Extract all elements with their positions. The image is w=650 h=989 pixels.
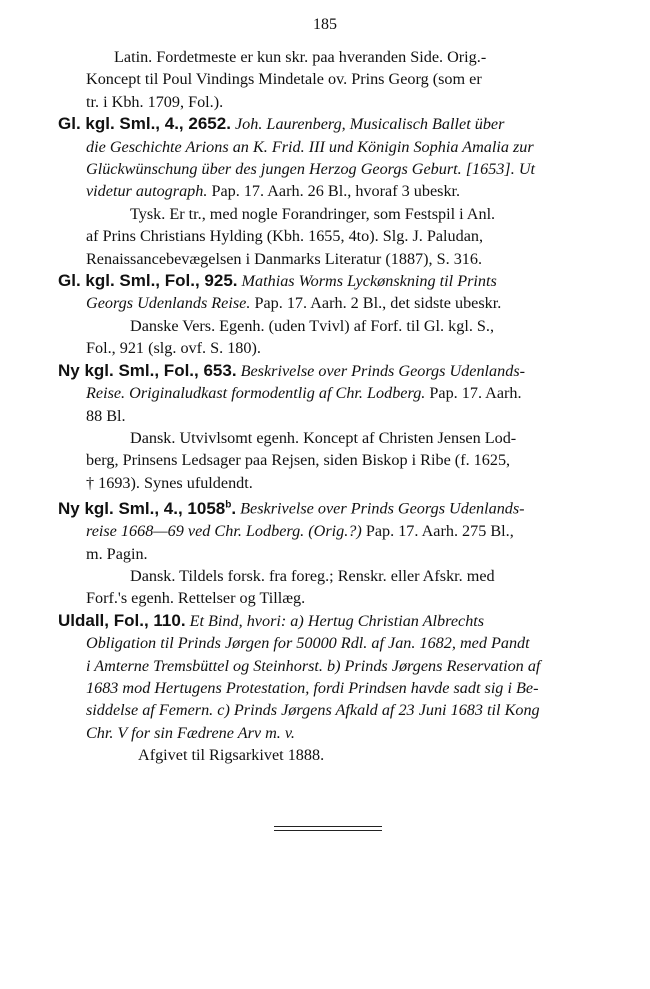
catalog-entry [58, 113, 590, 270]
entry-note: † 1693). Synes ufuldendt. [86, 473, 253, 492]
entry-physical: 88 Bl. [86, 406, 126, 425]
shelfmark: Ny kgl. Sml., 4., 1058$^b$. [58, 498, 237, 518]
entry-physical: Pap. 17. Aarh. 26 Bl., hvoraf 3 ubeskr. [207, 182, 461, 201]
shelfmark: Gl. kgl. Sml., Fol., 925. [58, 271, 238, 291]
entry-title: Mathias Worms Lyckønskning til Prints [241, 272, 497, 291]
shelfmark: Uldall, Fol., 110. [58, 610, 186, 630]
entry-title: Obligation til Prinds Jørgen for 50000 Rdl. af Jan. 1682, med Pandt [86, 634, 530, 653]
page-number: 185 [313, 16, 337, 33]
end-rule [274, 826, 382, 831]
entry-note: Danske Vers. Egenh. (uden Tvivl) af Forf. til Gl. kgl. S., [130, 316, 495, 335]
entry-note: Dansk. Utvivlsomt egenh. Koncept af Christen Jensen Lod- [130, 428, 517, 447]
catalog-entry [58, 360, 590, 494]
entry-note: Dansk. Tildels forsk. fra foreg.; Renskr. eller Afskr. med [130, 567, 495, 585]
shelfmark: Ny kgl. Sml., Fol., 653. [58, 360, 237, 380]
entry-note: Forf.'s egenh. Rettelser og Tillæg. [86, 589, 306, 608]
entry-title: 1683 mod Hertugens Protestation, fordi Prindsen havde sadt sig i Be- [86, 679, 539, 698]
entry-note: af Prins Christians Hylding (Kbh. 1655, 4to). Slg. J. Paludan, [86, 227, 484, 246]
entry-physical: Pap. 17. Aarh. 275 Bl., [361, 522, 514, 541]
entry-note: Renaissancebevægelsen i Danmarks Literatur (1887), S. 316. [86, 249, 483, 268]
entry-note: Afgivet til Rigsarkivet 1888. [138, 746, 325, 765]
intro-paragraph [58, 46, 590, 113]
entry-title: Reise. Originaludkast formodentlig af Chr. Lodberg. [86, 384, 426, 403]
shelfmark: Gl. kgl. Sml., 4., 2652. [58, 114, 231, 134]
intro-line: Koncept til Poul Vindings Mindetale ov. Prins Georg (som er [86, 70, 482, 89]
entry-title: Et Bind, hvori: a) Hertug Christian Albrechts [189, 611, 485, 630]
catalog-entry [58, 270, 590, 360]
entry-title: i Amterne Tremsbüttel og Steinhorst. b) Prinds Jørgens Reservation af [86, 656, 541, 675]
page-body [58, 46, 590, 767]
entry-title: Beskrivelse over Prinds Georgs Udenlands- [240, 499, 525, 518]
catalog-entry [58, 610, 590, 767]
entry-physical: Pap. 17. Aarh. [425, 384, 522, 403]
intro-line: tr. i Kbh. 1709, Fol.). [86, 92, 224, 111]
entry-title: videtur autograph. [86, 182, 208, 201]
entry-note: berg, Prinsens Ledsager paa Rejsen, siden Biskop i Ribe (f. 1625, [86, 451, 511, 470]
entry-title: Georgs Udenlands Reise. [86, 294, 251, 313]
entry-physical: Pap. 17. Aarh. 2 Bl., det sidste ubeskr. [250, 294, 502, 313]
entry-title: Beskrivelse over Prinds Georgs Udenlands- [240, 361, 526, 380]
entry-title: siddelse af Femern. c) Prinds Jørgens Afkald af 23 Juni 1683 til Kong [86, 701, 540, 720]
entry-title: Chr. V for sin Fædrene Arv m. v. [86, 723, 295, 742]
entry-title: die Geschichte Arions an K. Frid. III und Königin Sophia Amalia zur [86, 137, 534, 156]
entry-note: Tysk. Er tr., med nogle Forandringer, som Festspil i Anl. [130, 204, 496, 223]
entry-note: Fol., 921 (slg. ovf. S. 180). [86, 339, 261, 358]
entry-title: Joh. Laurenberg, Musicalisch Ballet über [234, 115, 505, 134]
intro-line: Latin. Fordetmeste er kun skr. paa hveranden Side. Orig.- [114, 48, 487, 66]
entry-title: Glückwünschung über des jungen Herzog Georgs Geburt. [1653]. Ut [86, 160, 536, 179]
entry-physical: m. Pagin. [86, 544, 148, 563]
catalog-entry [58, 494, 590, 610]
entry-title: reise 1668—69 ved Chr. Lodberg. (Orig.?) [86, 522, 362, 541]
